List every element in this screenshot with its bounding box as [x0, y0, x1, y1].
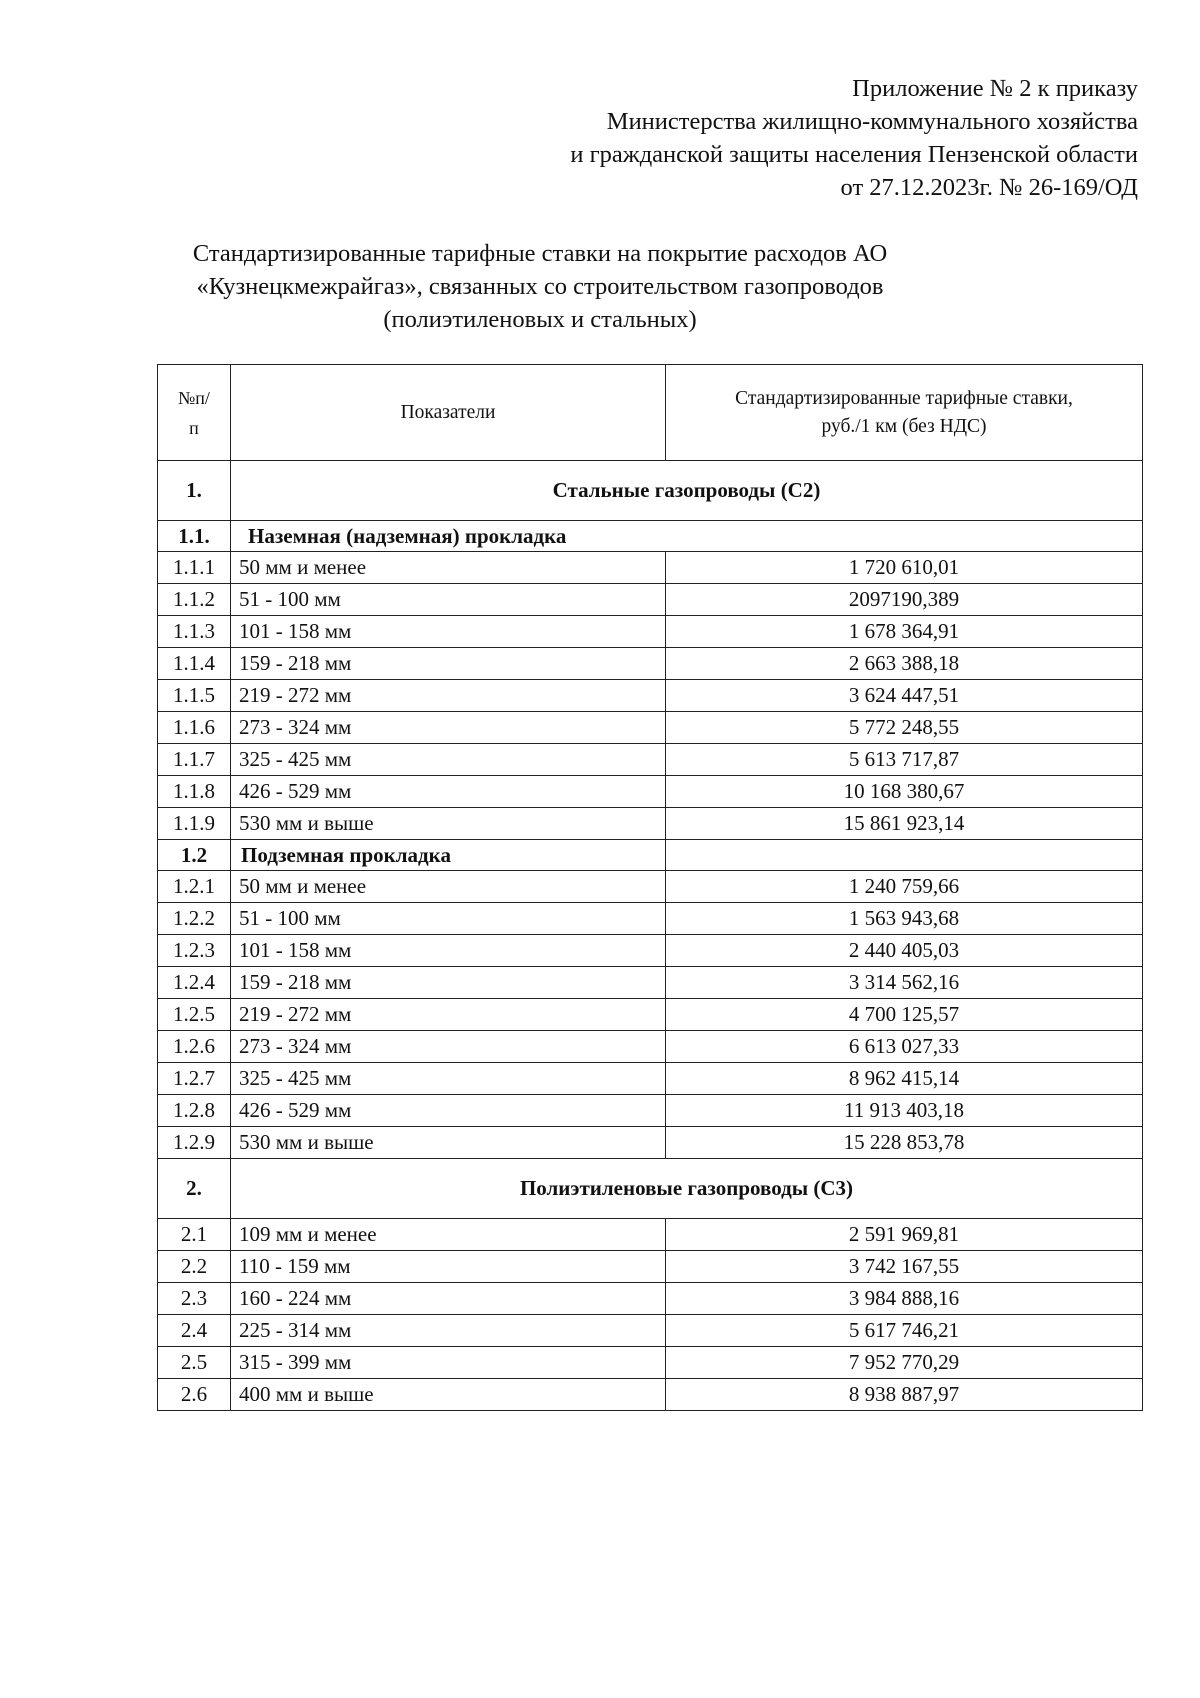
row-value: 3 314 562,16 [666, 967, 1143, 999]
table-row [158, 1127, 1143, 1159]
table-row [158, 1063, 1143, 1095]
row-value: 6 613 027,33 [666, 1031, 1143, 1063]
tariff-table [157, 364, 1143, 1411]
row-value: 7 952 770,29 [666, 1347, 1143, 1379]
row-number: 2.1 [158, 1219, 231, 1251]
subsection-row [158, 840, 1143, 871]
row-value: 3 742 167,55 [666, 1251, 1143, 1283]
row-label: 50 мм и менее [231, 871, 666, 903]
row-label: 530 мм и выше [231, 808, 666, 840]
table-row [158, 967, 1143, 999]
row-number: 1.2.1 [158, 871, 231, 903]
document-title-line: «Кузнецкмежрайгаз», связанных со строительством газопроводов [196, 273, 884, 300]
row-number: 1.2.3 [158, 935, 231, 967]
table-row [158, 616, 1143, 648]
subsection-row [158, 521, 1143, 552]
section-row [158, 1159, 1143, 1219]
row-value: 2 591 969,81 [666, 1219, 1143, 1251]
row-number: 1.1.7 [158, 744, 231, 776]
row-number: 1.2.5 [158, 999, 231, 1031]
row-label: 315 - 399 мм [231, 1347, 666, 1379]
document-title-line: (полиэтиленовых и стальных) [383, 306, 697, 333]
row-label: 109 мм и менее [231, 1219, 666, 1251]
table-row [158, 712, 1143, 744]
row-label: 101 - 158 мм [231, 616, 666, 648]
table-row [158, 1031, 1143, 1063]
row-number: 1.1.9 [158, 808, 231, 840]
row-number: 2.4 [158, 1315, 231, 1347]
row-number: 1.2.7 [158, 1063, 231, 1095]
row-number: 1.1.3 [158, 616, 231, 648]
column-header-number-line: п [189, 417, 199, 438]
row-value: 15 228 853,78 [666, 1127, 1143, 1159]
row-number: 1.1.6 [158, 712, 231, 744]
appendix-header-line: и гражданской защиты населения Пензенской области [570, 141, 1138, 168]
row-value: 4 700 125,57 [666, 999, 1143, 1031]
row-value: 5 613 717,87 [666, 744, 1143, 776]
row-value: 3 624 447,51 [666, 680, 1143, 712]
column-header-rate-line: руб./1 км (без НДС) [821, 415, 987, 437]
row-label: 400 мм и выше [231, 1379, 666, 1411]
row-number: 1.1.4 [158, 648, 231, 680]
table-row [158, 871, 1143, 903]
row-label: 50 мм и менее [231, 552, 666, 584]
column-header-indicator: Показатели [231, 365, 666, 461]
row-label: 160 - 224 мм [231, 1283, 666, 1315]
row-label: 426 - 529 мм [231, 776, 666, 808]
section-number: 2. [158, 1159, 231, 1219]
row-label: 273 - 324 мм [231, 712, 666, 744]
table-row [158, 1315, 1143, 1347]
row-value: 15 861 923,14 [666, 808, 1143, 840]
row-number: 1.2.6 [158, 1031, 231, 1063]
table-row [158, 1379, 1143, 1411]
row-value: 1 240 759,66 [666, 871, 1143, 903]
table-row [158, 552, 1143, 584]
subsection-number: 1.2 [158, 840, 231, 871]
row-label: 273 - 324 мм [231, 1031, 666, 1063]
document-title [160, 237, 920, 336]
table-row [158, 584, 1143, 616]
row-value: 3 984 888,16 [666, 1283, 1143, 1315]
table-row [158, 776, 1143, 808]
row-value: 10 168 380,67 [666, 776, 1143, 808]
row-label: 159 - 218 мм [231, 648, 666, 680]
row-value: 5 617 746,21 [666, 1315, 1143, 1347]
table-row [158, 1251, 1143, 1283]
document-title-line: Стандартизированные тарифные ставки на покрытие расходов АО [192, 240, 888, 267]
row-number: 2.6 [158, 1379, 231, 1411]
table-row [158, 1283, 1143, 1315]
table-row [158, 808, 1143, 840]
row-value: 1 678 364,91 [666, 616, 1143, 648]
row-value: 2 663 388,18 [666, 648, 1143, 680]
row-value: 1 563 943,68 [666, 903, 1143, 935]
table-row [158, 935, 1143, 967]
row-value: 11 913 403,18 [666, 1095, 1143, 1127]
column-header-number [158, 365, 231, 461]
appendix-header-line: от 27.12.2023г. № 26-169/ОД [840, 174, 1138, 201]
appendix-header-line: Министерства жилищно-коммунального хозяйства [606, 108, 1138, 135]
column-header-number-line: №п/ [178, 387, 210, 408]
row-value: 8 962 415,14 [666, 1063, 1143, 1095]
row-value: 2097190,389 [666, 584, 1143, 616]
row-number: 1.1.5 [158, 680, 231, 712]
row-number: 2.2 [158, 1251, 231, 1283]
row-label: 51 - 100 мм [231, 903, 666, 935]
table-header-row [158, 365, 1143, 461]
row-number: 1.2.8 [158, 1095, 231, 1127]
subsection-empty-cell [666, 840, 1143, 871]
appendix-header-line: Приложение № 2 к приказу [852, 75, 1138, 102]
subsection-title: Наземная (надземная) прокладка [231, 521, 1143, 552]
section-title: Полиэтиленовые газопроводы (С3) [231, 1159, 1143, 1219]
table-row [158, 903, 1143, 935]
row-value: 5 772 248,55 [666, 712, 1143, 744]
row-number: 1.2.4 [158, 967, 231, 999]
table-row [158, 1095, 1143, 1127]
table-row [158, 1347, 1143, 1379]
row-label: 219 - 272 мм [231, 680, 666, 712]
row-number: 1.2.9 [158, 1127, 231, 1159]
table-row [158, 999, 1143, 1031]
row-label: 219 - 272 мм [231, 999, 666, 1031]
row-label: 325 - 425 мм [231, 1063, 666, 1095]
row-label: 110 - 159 мм [231, 1251, 666, 1283]
row-label: 101 - 158 мм [231, 935, 666, 967]
row-label: 159 - 218 мм [231, 967, 666, 999]
row-label: 325 - 425 мм [231, 744, 666, 776]
column-header-rate-line: Стандартизированные тарифные ставки, [735, 387, 1073, 409]
row-label: 51 - 100 мм [231, 584, 666, 616]
table-row [158, 744, 1143, 776]
section-number: 1. [158, 461, 231, 521]
table-row [158, 680, 1143, 712]
row-value: 1 720 610,01 [666, 552, 1143, 584]
column-header-rate [666, 365, 1143, 461]
row-value: 2 440 405,03 [666, 935, 1143, 967]
table-row [158, 648, 1143, 680]
row-value: 8 938 887,97 [666, 1379, 1143, 1411]
row-label: 426 - 529 мм [231, 1095, 666, 1127]
row-label: 530 мм и выше [231, 1127, 666, 1159]
row-label: 225 - 314 мм [231, 1315, 666, 1347]
section-title: Стальные газопроводы (С2) [231, 461, 1143, 521]
row-number: 2.5 [158, 1347, 231, 1379]
section-row [158, 461, 1143, 521]
row-number: 1.1.2 [158, 584, 231, 616]
subsection-number: 1.1. [158, 521, 231, 552]
appendix-header [438, 72, 1138, 204]
subsection-title: Подземная прокладка [231, 840, 666, 871]
row-number: 1.1.1 [158, 552, 231, 584]
row-number: 1.1.8 [158, 776, 231, 808]
row-number: 1.2.2 [158, 903, 231, 935]
row-number: 2.3 [158, 1283, 231, 1315]
table-row [158, 1219, 1143, 1251]
